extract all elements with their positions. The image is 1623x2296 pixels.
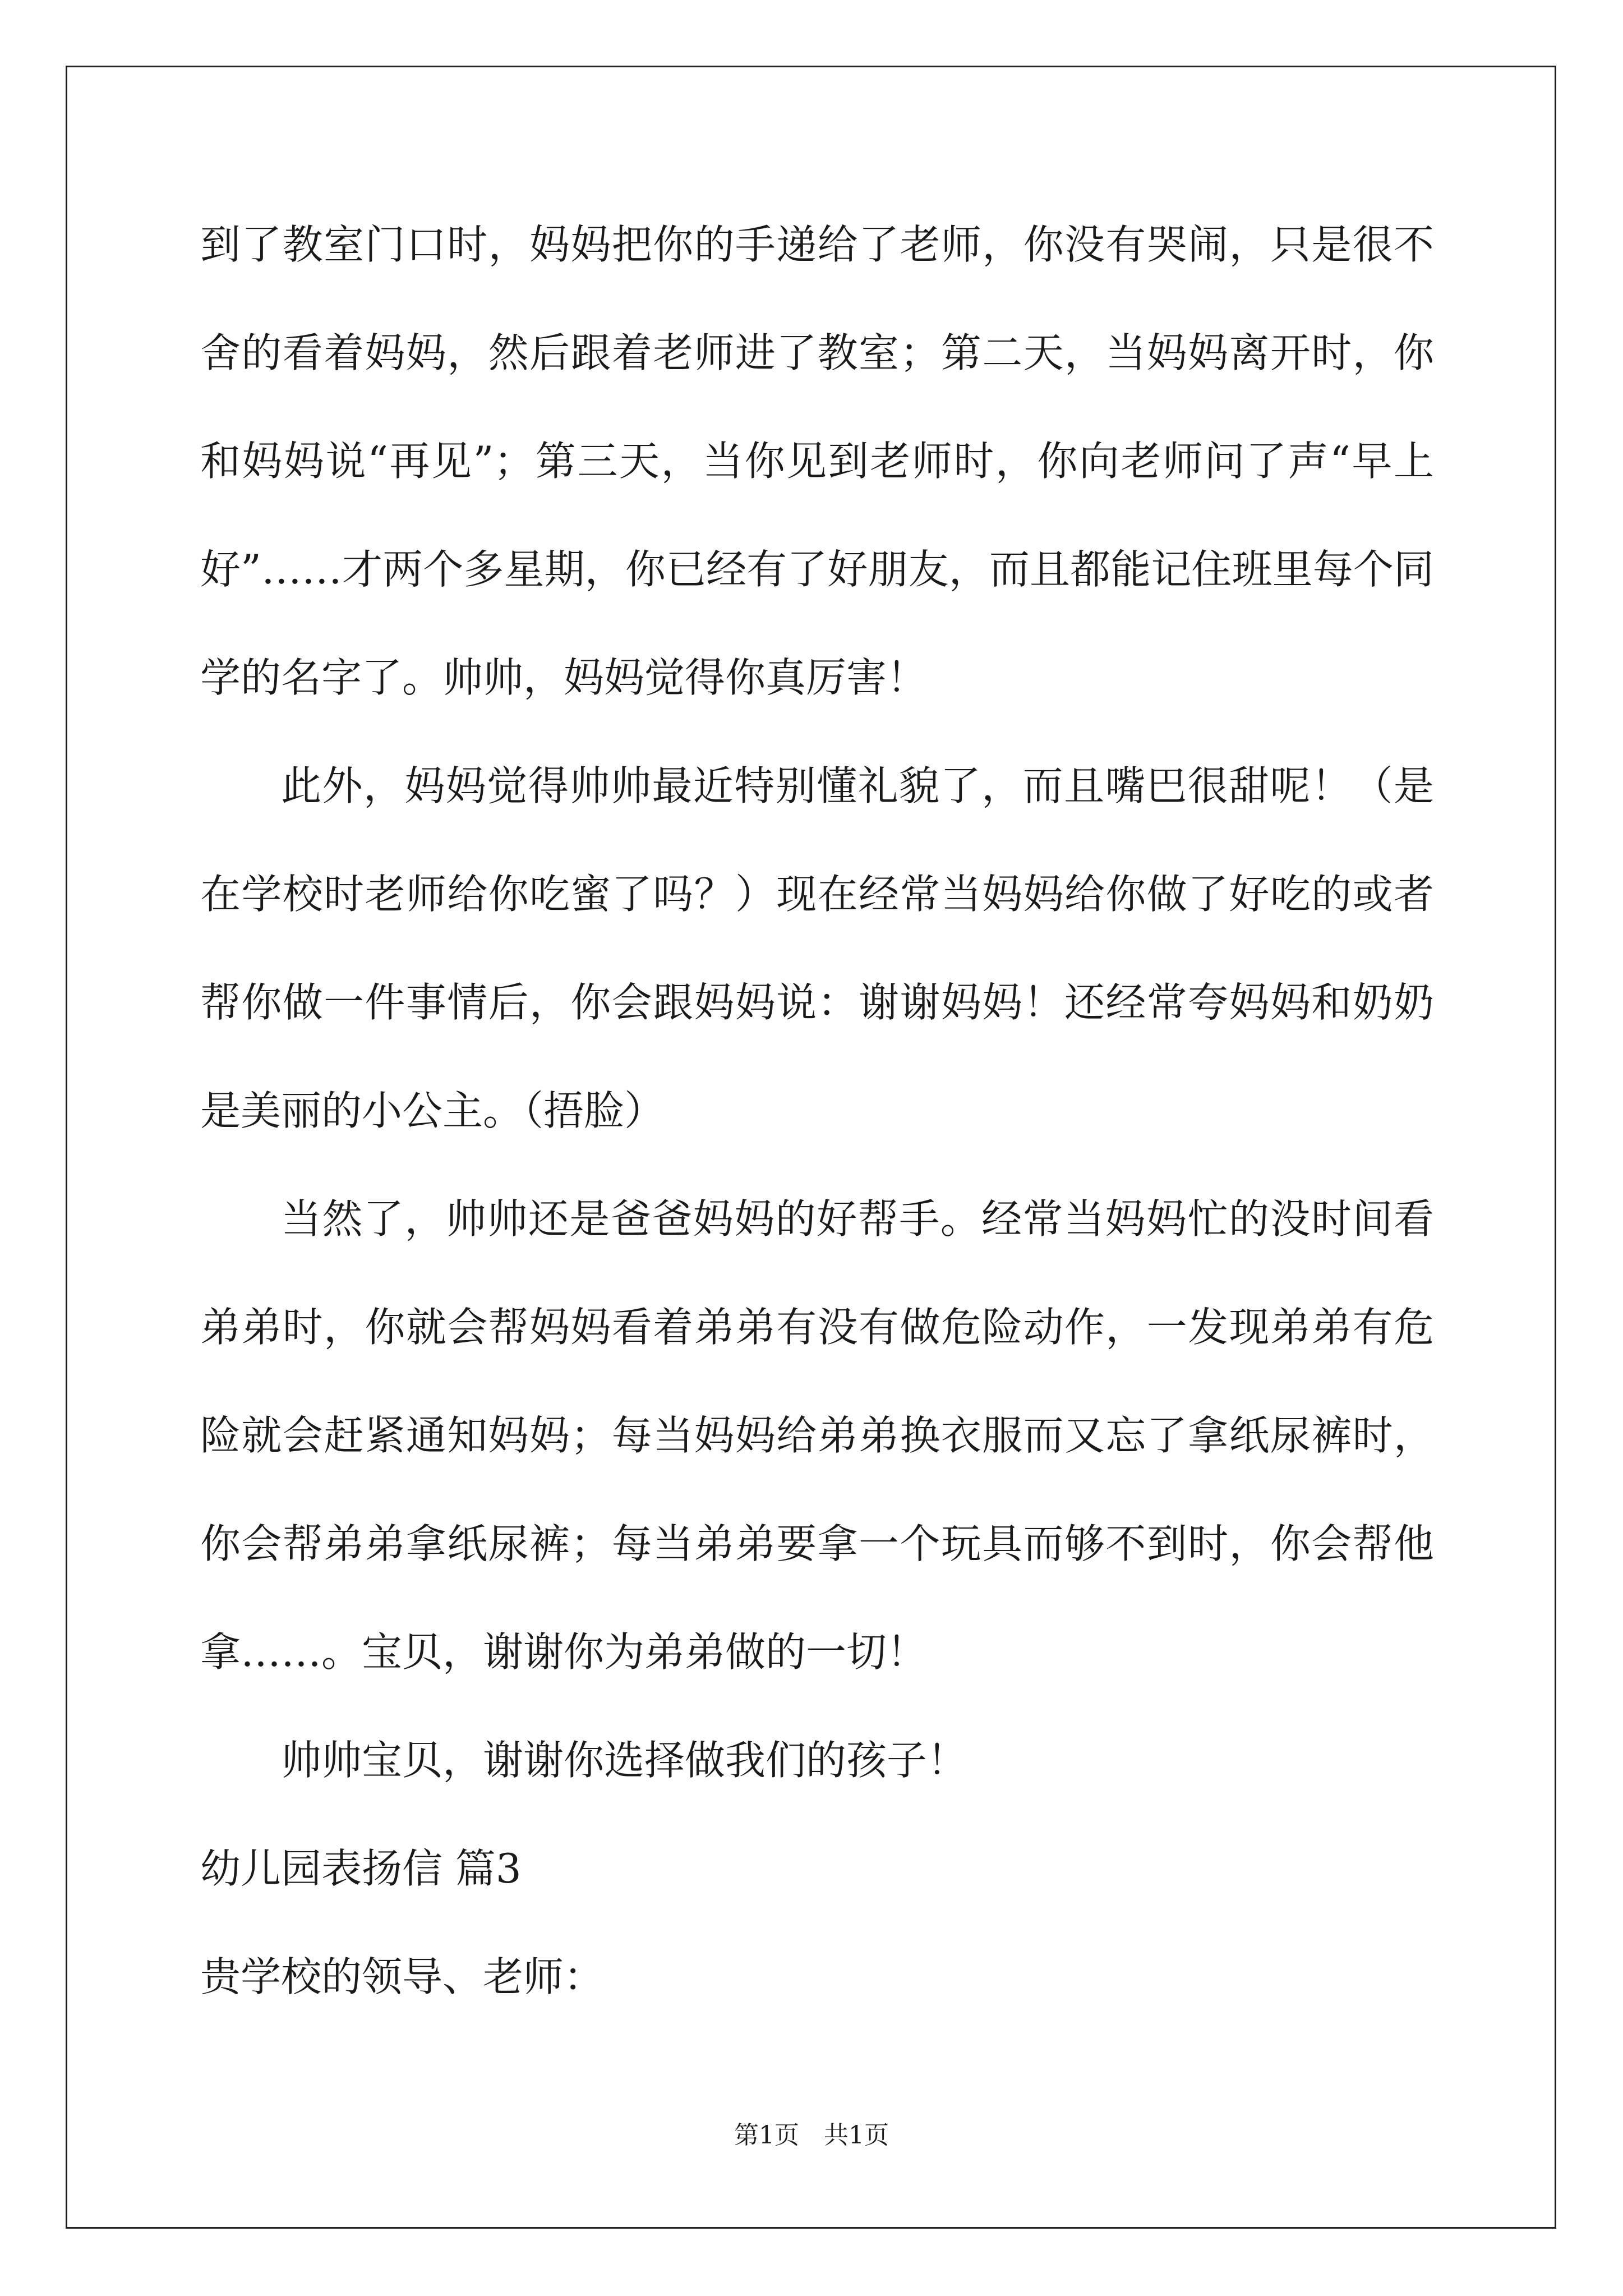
paragraph-3: 当然了，帅帅还是爸爸妈妈的好帮手。经常当妈妈忙的没时间看弟弟时，你就会帮妈妈看着弟弟有没有做危险动作，一发现弟弟有危险就会赶紧通知妈妈；每当妈妈给弟弟换衣服而又忘了拿纸尿裤时，你会帮弟弟拿纸尿裤；每当弟弟要拿一个玩具而够不到时，你会帮他拿……。宝贝，谢谢你为弟弟做的一切！ xyxy=(200,1195,1434,1676)
paragraph-1: 到了教室门口时，妈妈把你的手递给了老师，你没有哭闹，只是很不舍的看着妈妈，然后跟着老师进了教室；第二天，当妈妈离开时，你和妈妈说“再见”；第三天，当你见到老师时，你向老师问了声“早上好”……才两个多星期，你已经有了好朋友，而且都能记住班里每个同学的名字了。帅帅，妈妈觉得你真厉害！ xyxy=(200,221,1434,701)
paragraph-4: 帅帅宝贝，谢谢你选择做我们的孩子！ xyxy=(281,1737,968,1784)
paragraph-2: 此外，妈妈觉得帅帅最近特别懂礼貌了，而且嘴巴很甜呢！（是在学校时老师给你吃蜜了吗？）现在经常当妈妈给你做了好吃的或者帮你做一件事情后，你会跟妈妈说：谢谢妈妈！还经常夸妈妈和奶奶是美丽的小公主。（捂脸） xyxy=(200,762,1434,1134)
page-footer: 第1页 共1页 xyxy=(734,2121,889,2150)
document-body xyxy=(200,191,1434,2031)
salutation: 贵学校的领导、老师： xyxy=(200,1953,605,2000)
section-heading: 幼儿园表扬信 篇3 xyxy=(200,1845,522,1892)
